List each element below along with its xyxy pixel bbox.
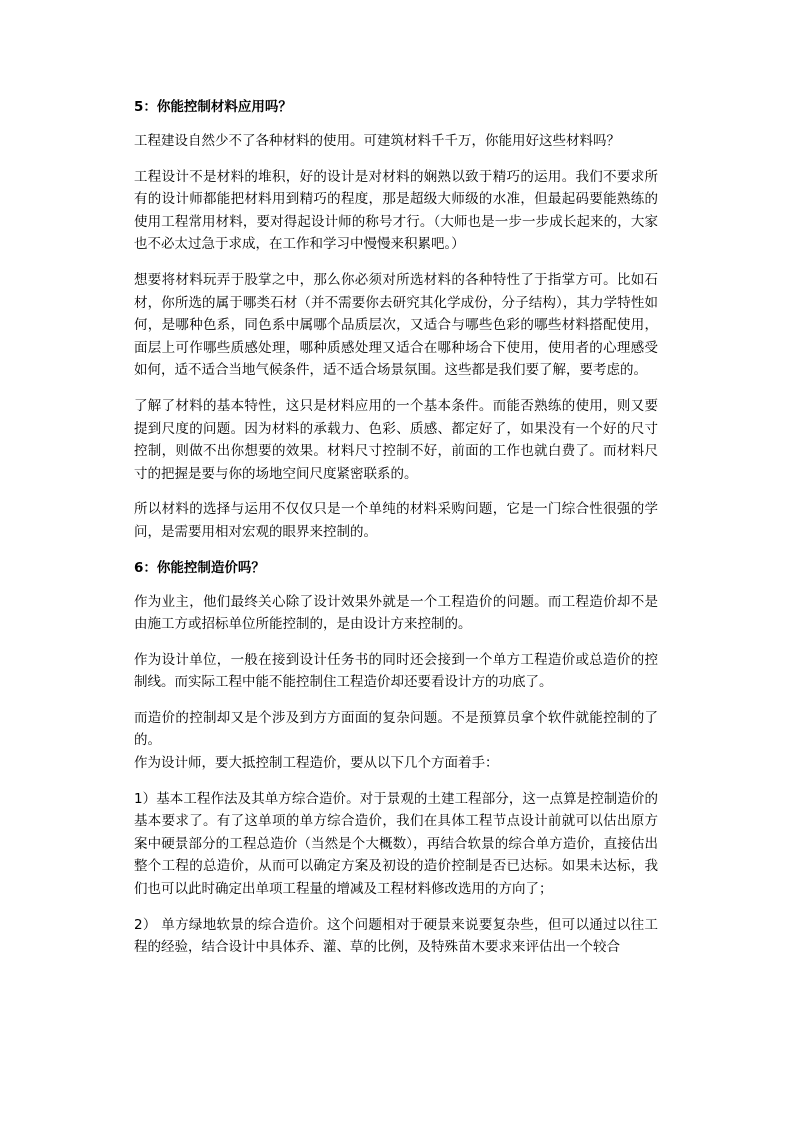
section-5-paragraph: 想要将材料玩弄于股掌之中，那么你必须对所选材料的各种特性了于指掌方可。比如石材，你所选的属于哪类石材（并不需要你去研究其化学成份，分子结构），其力学特性如何，是哪种色系，同色系中属哪个品质层次，又适合与哪些色彩的哪些材料搭配使用，面层上可作哪些质感处理，哪种质感处理又适合在哪种场合下使用，使用者的心理感受如何，适不适合当地气候条件，适不适合场景氛围。这些都是我们要了解，要考虑的。 (134, 271, 658, 379)
section-5-paragraph: 工程设计不是材料的堆积，好的设计是对材料的娴熟以致于精巧的运用。我们不要求所有的设计师都能把材料用到精巧的程度，那是超级大师级的水准，但最起码要能熟练的使用工程常用材料，要对得起设计师的称号才行。（大师也是一步一步成长起来的，大家也不必太过急于求成，在工作和学习中慢慢来积累吧。） (134, 168, 658, 253)
cost-item-1: 1）基本工程作法及其单方综合造价。对于景观的土建工程部分，这一点算是控制造价的基本要求了。有了这单项的单方综合造价，我们在具体工程节点设计前就可以估出原方案中硬景部分的工程总造价（当然是个大概数），再结合软景的综合单方造价，直接估出整个工程的总造价，从而可以确定方案及初设的造价控制是否已达标。如果未达标，我们也可以此时确定出单项工程量的增减及工程材料修改选用的方向了； (134, 790, 658, 898)
cost-complexity-paragraph: 而造价的控制却又是个涉及到方方面面的复杂问题。不是预算员拿个软件就能控制的了的。 (134, 709, 658, 749)
section-6-paragraph: 作为业主，他们最终关心除了设计效果外就是一个工程造价的问题。而工程造价却不是由施工方或招标单位所能控制的，是由设计方来控制的。 (134, 593, 658, 633)
cost-approach-intro: 作为设计师，要大抵控制工程造价，要从以下几个方面着手： (134, 755, 499, 772)
section-5-paragraph: 工程建设自然少不了各种材料的使用。可建筑材料千千万，你能用好这些材料吗？ (134, 133, 620, 149)
section-5-paragraph: 所以材料的选择与运用不仅仅只是一个单纯的材料采购问题，它是一门综合性很强的学问，是需要用相对宏观的眼界来控制的。 (134, 501, 658, 540)
cost-item-2: 2） 单方绿地软景的综合造价。这个问题相对于硬景来说要复杂些，但可以通过以往工程的经验，结合设计中具体乔、灌、草的比例，及特殊苗木要求来评估出一个较合 (134, 916, 658, 956)
section-6-paragraph: 作为设计单位，一般在接到设计任务书的同时还会接到一个单方工程造价或总造价的控制线。而实际工程中能不能控制住工程造价却还要看设计方的功底了。 (134, 651, 658, 691)
document-page (134, 96, 658, 972)
section-6-heading: 6：你能控制造价吗？ (134, 559, 265, 576)
section-5-paragraph: 了解了材料的基本特性，这只是材料应用的一个基本条件。而能否熟练的使用，则又要提到尺度的问题。因为材料的承载力、色彩、质感、都定好了，如果没有一个好的尺寸控制，则做不出你想要的效果。材料尺寸控制不好，前面的工作也就白费了。而材料尺寸的把握是要与你的场地空间尺度紧密联系的。 (134, 397, 658, 482)
section-5-heading: 5：你能控制材料应用吗？ (134, 99, 292, 115)
